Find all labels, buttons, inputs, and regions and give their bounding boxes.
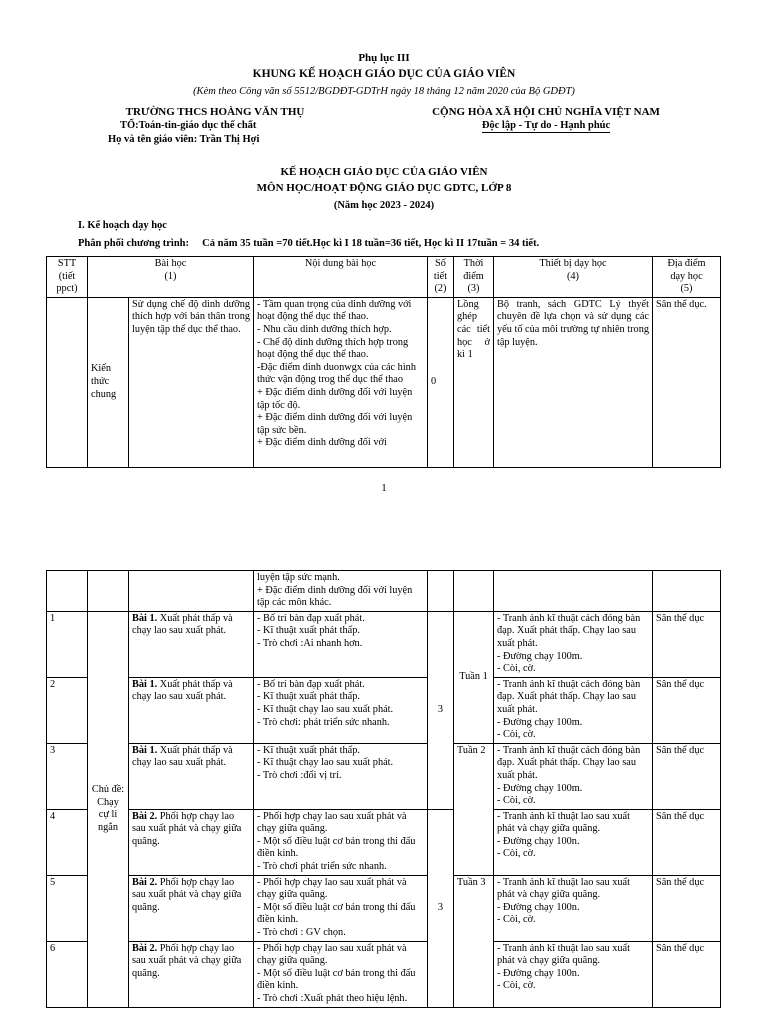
lesson-cell: Bài 2. Phối hợp chạy lao sau xuất phát và chạy giữa quãng.: [129, 941, 254, 1007]
table-row: [47, 677, 721, 743]
time-cell: Tuần 2: [454, 743, 494, 875]
location-cell: Sân thể dục: [653, 611, 721, 677]
stt-cell: 2: [47, 677, 88, 743]
header-periods: Số tiết (2): [428, 257, 454, 298]
content-cell: luyện tập sức mạnh. + Đặc điểm dinh dưỡng đối với luyện tập các môn khác.: [254, 571, 428, 612]
equipment-cell: - Tranh ảnh kĩ thuật lao sau xuất phát và chạy giữa quãng. - Đường chạy 100n. - Còi, cờ.: [494, 809, 653, 875]
location-cell: Sân thể dục: [653, 941, 721, 1007]
periods-cell: 0: [428, 297, 454, 467]
content-cell: - Kĩ thuật xuất phát thấp. - Kĩ thuật chạy lao sau xuất phát. - Trò chơi :đổi vị trí.: [254, 743, 428, 809]
content-cell: - Phối hợp chạy lao sau xuất phát và chạy giữa quãng. - Một số điều luật cơ bản trong thi đấu điền kinh. - Trò chơi phát triển sức nhanh.: [254, 809, 428, 875]
topic-cell: Chủ đề: Chạy cự li ngắn: [88, 611, 129, 1007]
equipment-cell: - Tranh ảnh kĩ thuật cách đóng bàn đạp. Xuất phát thấp. Chạy lao sau xuất phát. - Đường chạy 100m. - Còi, cờ.: [494, 611, 653, 677]
table-row: [47, 611, 721, 677]
header-time: Thời điểm (3): [454, 257, 494, 298]
table-row: [47, 941, 721, 1007]
header-lesson: Bài học (1): [88, 257, 254, 298]
periods-cell: [428, 571, 454, 612]
lesson-cell: Bài 2. Phối hợp chạy lao sau xuất phát và chạy giữa quãng.: [129, 875, 254, 941]
stt-cell: 1: [47, 611, 88, 677]
teacher-name: Họ và tên giáo viên: Trần Thị Hợi: [108, 134, 260, 145]
time-cell: Tuần 3: [454, 875, 494, 1007]
page-number: 1: [381, 482, 387, 494]
framework-title: KHUNG KẾ HOẠCH GIÁO DỤC CỦA GIÁO VIÊN: [252, 68, 516, 80]
stt-cell: 6: [47, 941, 88, 1007]
school-name: TRƯỜNG THCS HOÀNG VĂN THỤ: [125, 106, 305, 118]
content-cell: - Phối hợp chạy lao sau xuất phát và chạy giữa quãng. - Một số điều luật cơ bản trong thi đấu điền kinh. - Trò chơi : GV chọn.: [254, 875, 428, 941]
content-cell: - Bố trí bàn đạp xuất phát. - Kĩ thuật xuất phát thấp. - Trò chơi :Ai nhanh hơn.: [254, 611, 428, 677]
plan-table-page-2: [46, 570, 721, 1008]
location-cell: Sân thể dục: [653, 677, 721, 743]
group-cell: [88, 571, 129, 612]
time-cell: Lồng ghép các tiết học ở kì 1: [454, 297, 494, 467]
plan-title: KẾ HOẠCH GIÁO DỤC CỦA GIÁO VIÊN: [280, 166, 488, 178]
content-cell: - Phối hợp chạy lao sau xuất phát và chạy giữa quãng. - Một số điều luật cơ bản trong thi đấu điền kinh. - Trò chơi :Xuất phát theo hiệu lệnh.: [254, 941, 428, 1007]
location-cell: Sân thể dục: [653, 743, 721, 809]
plan-subject: MÔN HỌC/HOẠT ĐỘNG GIÁO DỤC GDTC, LỚP 8: [256, 182, 512, 194]
location-cell: Sân thể dục: [653, 809, 721, 875]
group-cell: Kiến thức chung: [88, 297, 129, 467]
table-row: [47, 875, 721, 941]
stt-cell: 5: [47, 875, 88, 941]
lesson-cell: [129, 571, 254, 612]
location-cell: Sân thể dục: [653, 875, 721, 941]
plan-table-page-1: [46, 256, 721, 468]
page-separator: [0, 520, 768, 568]
lesson-cell: Bài 1. Xuất phát thấp và chạy lao sau xuất phát.: [129, 677, 254, 743]
header-stt: STT (tiết ppct): [47, 257, 88, 298]
equipment-cell: - Tranh ảnh kĩ thuật lao sau xuất phát và chạy giữa quãng. - Đường chạy 100n. - Còi, cờ.: [494, 875, 653, 941]
distribution-label: Phân phối chương trình:: [78, 238, 190, 249]
header-equipment: Thiết bị dạy học (4): [494, 257, 653, 298]
equipment-cell: Bộ tranh, sách GDTC Lý thyết chuyên đề lựa chọn và sử dụng các yếu tố của môi trường tự nhiên trong tập luyện.: [494, 297, 653, 467]
lesson-cell: Sử dụng chế độ dinh dưỡng thích hợp với bản thân trong luyện tập thể dục thể thao.: [129, 297, 254, 467]
equipment-cell: - Tranh ảnh kĩ thuật cách đóng bàn đạp. Xuất phát thấp. Chạy lao sau xuất phát. - Đường chạy 100m. - Còi, cờ.: [494, 743, 653, 809]
table-header-row: [47, 257, 721, 298]
header-location: Địa điểm dạy học (5): [653, 257, 721, 298]
department-name: TỔ:Toán-tin-giáo dục thể chất: [120, 120, 257, 131]
equipment-cell: - Tranh ảnh kĩ thuật cách đóng bàn đạp. Xuất phát thấp. Chạy lao sau xuất phát. - Đường chạy 100m. - Còi, cờ.: [494, 677, 653, 743]
time-cell: [454, 571, 494, 612]
lesson-cell: Bài 2. Phối hợp chạy lao sau xuất phát và chạy giữa quãng.: [129, 809, 254, 875]
national-motto: Độc lập - Tự do - Hạnh phúc: [481, 120, 611, 131]
periods-cell: 3: [428, 611, 454, 809]
content-cell: - Bố trí bàn đạp xuất phát. - Kĩ thuật xuất phát thấp. - Kĩ thuật chạy lao sau xuất phát. - Trò chơi: phát triển sức nhanh.: [254, 677, 428, 743]
distribution-line: [78, 238, 539, 249]
table-row: [47, 571, 721, 612]
stt-cell: 4: [47, 809, 88, 875]
stt-cell: 3: [47, 743, 88, 809]
appendix-label: Phụ lục III: [358, 52, 410, 64]
table-row: [47, 809, 721, 875]
stt-cell: [47, 571, 88, 612]
content-cell: - Tầm quan trọng của dinh dưỡng với hoạt động thể dục thể thao. - Nhu cầu dinh dưỡng thích hợp. - Chế độ dinh dưỡng thích hợp trong hoạt động thể dục thể thao. -Đặc điểm dinh duonwgx của các hình thức vận động trog thể dục thể thao + Đặc điểm dinh dưỡng đối với luyện tập tốc độ. + Đặc điểm dinh dưỡng đối với luyện tập sức bền. + Đặc điểm dinh dưỡng đối với: [254, 297, 428, 467]
stt-cell: [47, 297, 88, 467]
distribution-text: Cả năm 35 tuần =70 tiết.Học kì I 18 tuần=36 tiết, Học kì II 17tuần = 34 tiết.: [202, 238, 540, 249]
equipment-cell: [494, 571, 653, 612]
lesson-cell: Bài 1. Xuất phát thấp và chạy lao sau xuất phát.: [129, 743, 254, 809]
table-row: [47, 743, 721, 809]
section-heading: I. Kế hoạch dạy học: [78, 220, 167, 231]
time-cell: Tuần 1: [454, 611, 494, 743]
reference-note: (Kèm theo Công văn số 5512/BGDĐT-GDTrH ngày 18 tháng 12 năm 2020 của Bộ GDĐT): [193, 86, 575, 97]
lesson-cell: Bài 1. Xuất phát thấp và chạy lao sau xuất phát.: [129, 611, 254, 677]
document-page-2: [0, 568, 768, 1024]
location-cell: Sân thể dục.: [653, 297, 721, 467]
table-row: [47, 297, 721, 467]
equipment-cell: - Tranh ảnh kĩ thuật lao sau xuất phát và chạy giữa quãng. - Đường chạy 100n. - Còi, cờ.: [494, 941, 653, 1007]
periods-cell: 3: [428, 809, 454, 1007]
header-content: Nội dung bài học: [254, 257, 428, 298]
nation-title: CỘNG HÒA XÃ HỘI CHỦ NGHĨA VIỆT NAM: [432, 106, 660, 118]
location-cell: [653, 571, 721, 612]
school-year: (Năm học 2023 - 2024): [333, 200, 435, 211]
